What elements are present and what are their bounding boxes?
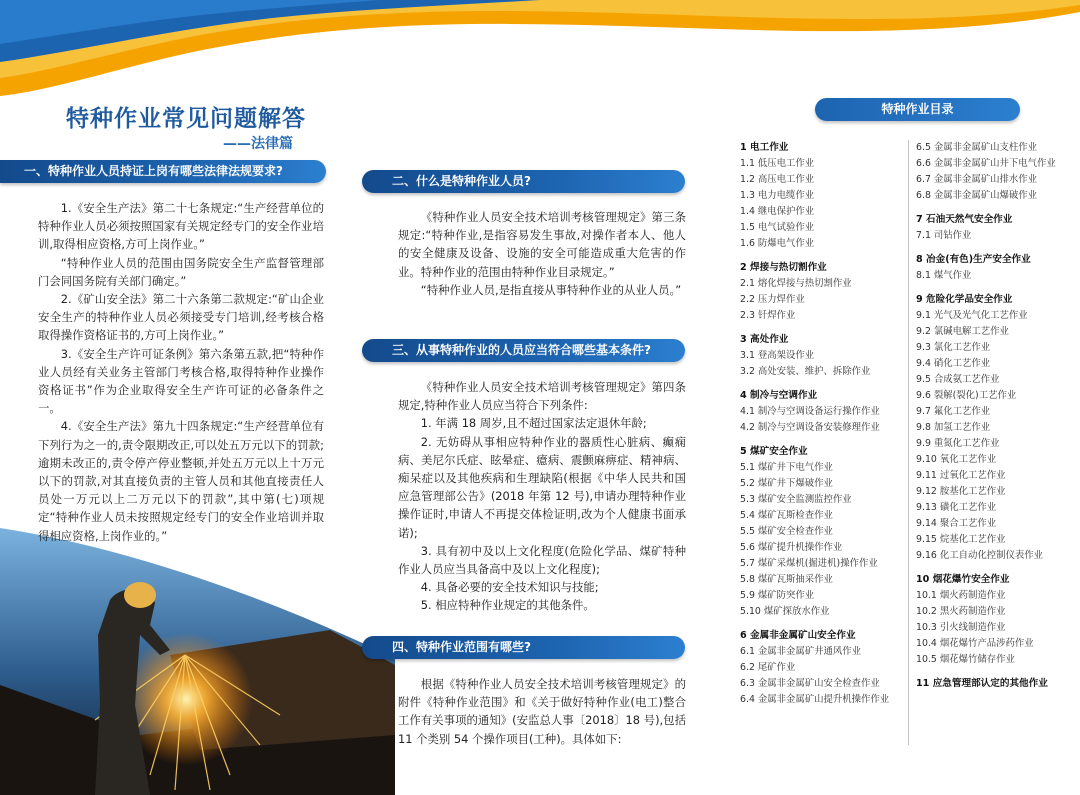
catalog-category-heading: 5 煤矿安全作业: [740, 446, 808, 457]
catalog-gap: [740, 380, 905, 388]
catalog-item: 9.9 重氮化工艺作业: [916, 438, 1000, 449]
catalog-item: 5.3 煤矿安全监测监控作业: [740, 494, 852, 505]
catalog-gap: [916, 244, 1078, 252]
catalog-item: 9.12 胺基化工艺作业: [916, 486, 1006, 497]
catalog-category-heading: 9 危险化学品安全作业: [916, 294, 1013, 305]
paragraph: 3.《安全生产许可证条例》第六条第五款,把“特种作业人员经有关业务主管部门考核合格,取得特种作业操作资格证书”作为企业取得安全生产许可证的必备条件之一。: [38, 346, 324, 416]
section-heading-3: 三、从事特种作业的人员应当符合哪些基本条件?: [362, 339, 685, 362]
catalog-item: 9.15 烷基化工艺作业: [916, 534, 1006, 545]
catalog-item: 5.8 煤矿瓦斯抽采作业: [740, 574, 833, 585]
catalog-item: 6.8 金属非金属矿山爆破作业: [916, 190, 1038, 201]
catalog-item: 9.13 磺化工艺作业: [916, 502, 997, 513]
catalog-item: 1.2 高压电工作业: [740, 174, 815, 185]
catalog-item: 6.4 金属非金属矿山提升机操作作业: [740, 694, 890, 705]
catalog-column-1: [740, 140, 905, 708]
catalog-item: 3.2 高处安装、维护、拆除作业: [740, 366, 871, 377]
catalog-item: 9.4 硝化工艺作业: [916, 358, 991, 369]
header-wave-decoration: [0, 0, 1080, 110]
catalog-item: 6.5 金属非金属矿山支柱作业: [916, 142, 1038, 153]
catalog-item: 5.2 煤矿井下爆破作业: [740, 478, 833, 489]
catalog-item: 6.6 金属非金属矿山井下电气作业: [916, 158, 1056, 169]
paragraph: 《特种作业人员安全技术培训考核管理规定》第三条规定:“特种作业,是指容易发生事故,对操作者本人、他人的安全健康及设备、设施的安全可能造成重大危害的作业。特种作业的范围由特种作业目录规定。”: [398, 210, 686, 279]
catalog-item: 10.3 引火线制造作业: [916, 622, 1006, 633]
catalog-item: 9.8 加氢工艺作业: [916, 422, 991, 433]
catalog-gap: [916, 668, 1078, 676]
catalog-category-heading: 10 烟花爆竹安全作业: [916, 574, 1010, 585]
catalog-category-heading: 7 石油天然气安全作业: [916, 214, 1013, 225]
catalog-item: 5.5 煤矿安全检查作业: [740, 526, 833, 537]
section-heading-4: 四、特种作业范围有哪些?: [362, 636, 685, 659]
catalog-gap: [740, 620, 905, 628]
catalog-category-heading: 11 应急管理部认定的其他作业: [916, 678, 1048, 689]
section-heading-1: 一、特种作业人员持证上岗有哪些法律法规要求?: [0, 160, 326, 183]
catalog-item: 6.7 金属非金属矿山排水作业: [916, 174, 1038, 185]
catalog-item: 5.7 煤矿采煤机(掘进机)操作作业: [740, 558, 878, 569]
catalog-item: 9.5 合成氨工艺作业: [916, 374, 1000, 385]
catalog-item: 2.1 熔化焊接与热切割作业: [740, 278, 852, 289]
catalog-item: 6.3 金属非金属矿山安全检查作业: [740, 678, 880, 689]
catalog-item: 10.2 黑火药制造作业: [916, 606, 1006, 617]
section-4-body: [398, 675, 686, 748]
catalog-category-heading: 8 冶金(有色)生产安全作业: [916, 254, 1031, 265]
catalog-item: 5.1 煤矿井下电气作业: [740, 462, 833, 473]
catalog-category-heading: 4 制冷与空调作业: [740, 390, 818, 401]
catalog-gap: [740, 436, 905, 444]
catalog-title: 特种作业目录: [815, 98, 1020, 121]
page-subtitle: ——法律篇: [223, 136, 293, 152]
catalog-item: 9.3 氯化工艺作业: [916, 342, 991, 353]
catalog-item: 8.1 煤气作业: [916, 270, 972, 281]
catalog-item: 5.4 煤矿瓦斯检查作业: [740, 510, 833, 521]
catalog-column-2: [916, 140, 1078, 692]
catalog-item: 4.2 制冷与空调设备安装修理作业: [740, 422, 880, 433]
paragraph: “特种作业人员的范围由国务院安全生产监督管理部门会同国务院有关部门确定。”: [38, 255, 324, 288]
catalog-item: 1.1 低压电工作业: [740, 158, 815, 169]
catalog-item: 6.2 尾矿作业: [740, 662, 796, 673]
catalog-item: 10.4 烟花爆竹产品涉药作业: [916, 638, 1034, 649]
catalog-gap: [740, 252, 905, 260]
welder-sparks-photo: [0, 505, 395, 795]
catalog-item: 9.6 裂解(裂化)工艺作业: [916, 390, 1017, 401]
catalog-category-heading: 1 电工作业: [740, 142, 789, 153]
section-1-body: [38, 199, 324, 545]
section-heading-2: 二、什么是特种作业人员?: [362, 170, 685, 193]
catalog-item: 7.1 司钻作业: [916, 230, 972, 241]
catalog-item: 5.10 煤矿探放水作业: [740, 606, 830, 617]
catalog-gap: [916, 204, 1078, 212]
catalog-item: 1.5 电气试验作业: [740, 222, 815, 233]
page-title: 特种作业常见问题解答: [66, 106, 306, 132]
catalog-item: 2.2 压力焊作业: [740, 294, 805, 305]
catalog-item: 9.10 氧化工艺作业: [916, 454, 997, 465]
catalog-item: 10.5 烟花爆竹储存作业: [916, 654, 1015, 665]
catalog-item: 3.1 登高架设作业: [740, 350, 815, 361]
section-2-body: [398, 208, 686, 299]
catalog-category-heading: 2 焊接与热切割作业: [740, 262, 827, 273]
paragraph: 4. 具备必要的安全技术知识与技能;: [420, 580, 599, 595]
catalog-item: 9.2 氯碱电解工艺作业: [916, 326, 1009, 337]
paragraph: 2. 无妨碍从事相应特种作业的器质性心脏病、癫痫病、美尼尔氏症、眩晕症、癔病、震颤麻痹症、精神病、痴呆症以及其他疾病和生理缺陷(根据《中华人民共和国应急管理部公告》(2018 年第 12 号),申请办理特种作业操作证时,申请人不再提交体检证明,改为个人健康书面承诺);: [398, 434, 686, 540]
catalog-item: 5.6 煤矿提升机操作作业: [740, 542, 843, 553]
catalog-item: 4.1 制冷与空调设备运行操作作业: [740, 406, 880, 417]
catalog-category-heading: 3 高处作业: [740, 334, 789, 345]
catalog-item: 6.1 金属非金属矿井通风作业: [740, 646, 862, 657]
paragraph: 3. 具有初中及以上文化程度(危险化学品、煤矿特种作业人员应当具备高中及以上文化程度);: [398, 543, 686, 577]
catalog-gap: [740, 324, 905, 332]
catalog-item: 9.11 过氧化工艺作业: [916, 470, 1006, 481]
paragraph: 1.《安全生产法》第二十七条规定:“生产经营单位的特种作业人员必须按照国家有关规定经专门的安全作业培训,取得相应资格,方可上岗作业。”: [38, 201, 324, 252]
catalog-item: 1.4 继电保护作业: [740, 206, 815, 217]
catalog-item: 9.16 化工自动化控制仪表作业: [916, 550, 1043, 561]
paragraph: 5. 相应特种作业规定的其他条件。: [420, 598, 595, 613]
catalog-category-heading: 6 金属非金属矿山安全作业: [740, 630, 856, 641]
paragraph: 1. 年满 18 周岁,且不超过国家法定退休年龄;: [420, 416, 647, 431]
paragraph: 根据《特种作业人员安全技术培训考核管理规定》的附件《特种作业范围》和《关于做好特种作业(电工)整合工作有关事项的通知》(安监总人事〔2018〕18 号),包括 11 个类别 54 个操作项目(工种)。具体如下:: [398, 677, 686, 746]
catalog-item: 9.7 氟化工艺作业: [916, 406, 991, 417]
catalog-item: 10.1 烟火药制造作业: [916, 590, 1006, 601]
catalog-item: 9.14 聚合工艺作业: [916, 518, 997, 529]
catalog-item: 1.6 防爆电气作业: [740, 238, 815, 249]
catalog-divider: [908, 140, 909, 745]
catalog-item: 2.3 钎焊作业: [740, 310, 796, 321]
paragraph: 《特种作业人员安全技术培训考核管理规定》第四条规定,特种作业人员应当符合下列条件:: [398, 380, 686, 413]
catalog-item: 5.9 煤矿防突作业: [740, 590, 815, 601]
section-3-body: [398, 378, 686, 615]
catalog-gap: [916, 284, 1078, 292]
catalog-item: 9.1 光气及光气化工艺作业: [916, 310, 1028, 321]
catalog-item: 1.3 电力电缆作业: [740, 190, 815, 201]
paragraph: 4.《安全生产法》第九十四条规定:“生产经营单位有下列行为之一的,责令限期改正,可以处五万元以下的罚款;逾期未改正的,责令停产停业整顿,并处五万元以上十万元以下的罚款,对其直接负责的主管人员和其他直接责任人员处一万元以上二万元以下的罚款”,其中第(七)项规定“特种作业人员未按照规定经专门的安全作业培训并取得相应资格,上岗作业的。”: [38, 419, 324, 543]
catalog-gap: [916, 564, 1078, 572]
paragraph: 2.《矿山安全法》第二十六条第二款规定:“矿山企业安全生产的特种作业人员必须接受专门培训,经考核合格取得操作资格证书的,方可上岗作业。”: [38, 292, 324, 343]
paragraph: “特种作业人员,是指直接从事特种作业的从业人员。”: [420, 282, 682, 297]
